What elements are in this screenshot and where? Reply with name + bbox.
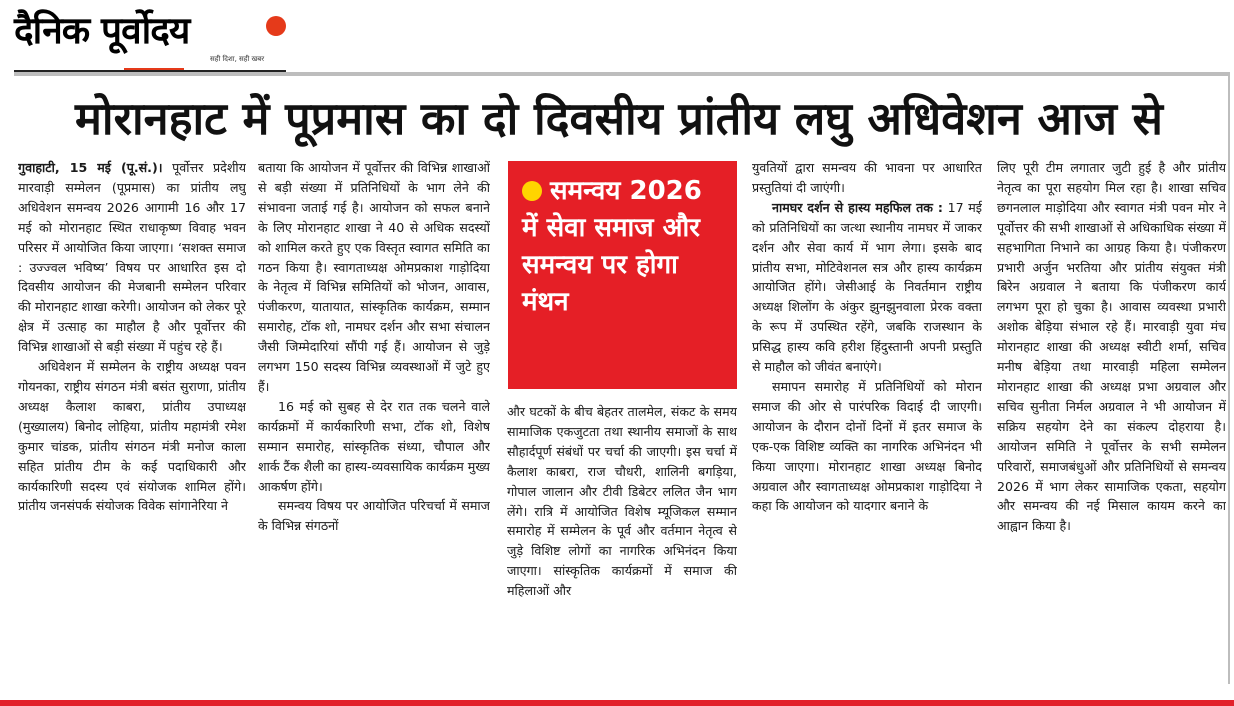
paragraph: युवतियों द्वारा समन्वय की भावना पर आधारित प्रस्तुतियां दी जाएंगी। xyxy=(752,160,982,195)
sun-icon xyxy=(266,16,286,36)
article-column-5 xyxy=(997,158,1226,684)
subheading: नामघर दर्शन से हास्य महफिल तक : xyxy=(772,199,943,215)
highlight-text: समन्वय 2026 में सेवा समाज और समन्वय पर होगा मंथन xyxy=(522,176,702,317)
masthead xyxy=(14,6,286,72)
paragraph: पूर्वोत्तर प्रदेशीय मारवाड़ी सम्मेलन (पूप्रमास) का प्रांतीय लघु अधिवेशन समन्वय 2026 आगामी 16 और 17 मई को मोरानहाट स्थित राधाकृष्ण विवाह भवन परिसर में आयोजित किया जाएगा। ‘सशक्त समाज : उज्ज्वल भविष्य’ विषय पर आधारित इस दो दिवसीय आयोजन की मेजबानी सम्मेलन परिवार की मोरानहाट शाखा करेगी। आयोजन को लेकर पूरे क्षेत्र में उत्साह का माहौल है और पूर्वोत्तर की विभिन्न शाखाओं से बड़ी संख्या में पहुंच रहे हैं। xyxy=(18,160,246,355)
paragraph: समापन समारोह में प्रतिनिधियों को मोरान समाज की ओर से पारंपरिक विदाई दी जाएगी। आयोजन के दौरान दोनों दिनों में इतर समाज के एक-एक विशिष्ट व्यक्ति का नागरिक अभिनंदन भी किया जाएगा। मोरानहाट शाखा अध्यक्ष बिनोद अग्रवाल और स्वागताध्यक्ष ओमप्रकाश गाड़ोदिया ने कहा कि आयोजन को यादगार बनाने के xyxy=(752,378,982,514)
newspaper-tagline: सही दिशा, सही खबर xyxy=(210,55,265,63)
paragraph: और घटकों के बीच बेहतर तालमेल, संकट के समय सामाजिक एकजुटता तथा स्थानीय समाजों के साथ सौहार्दपूर्ण संबंधों पर चर्चा की जाएगी। इस चर्चा में कैलाश काबरा, राज चौधरी, शालिनी बगड़िया, गोपाल जालान और टीवी डिबेटर ललित जैन भाग लेंगे। रात्रि में आयोजित विशेष म्यूजिकल सम्मान समारोह में सम्मेलन के पूर्व और वर्तमान नेतृत्व से जुड़े विशिष्ट लोगों का नागरिक अभिनंदन किया जाएगा। सांस्कृतिक कार्यक्रमों में समाज की महिलाओं और xyxy=(507,404,737,599)
article-column-4 xyxy=(752,158,982,684)
right-border xyxy=(1228,72,1230,684)
headline: मोरानहाट में पूप्रमास का दो दिवसीय प्रांतीय लघु अधिवेशन आज से xyxy=(75,92,1163,145)
dateline: गुवाहाटी, 15 मई (पू.सं.)। xyxy=(18,160,163,175)
article-column-2 xyxy=(258,158,490,684)
paragraph: समन्वय विषय पर आयोजित परिचर्चा में समाज के विभिन्न संगठनों xyxy=(258,498,490,534)
bottom-bar xyxy=(0,700,1234,706)
article-column-3 xyxy=(507,402,737,684)
newspaper-logo: दैनिक पूर्वोदय xyxy=(14,9,190,52)
paragraph: 16 मई को सुबह से देर रात तक चलने वाले कार्यक्रमों में कार्यकारिणी सभा, टॉक शो, विशेष सम्मान समारोह, सांस्कृतिक संध्या, चौपाल और शार्क टैंक शैली का हास्य-व्यवसायिक कार्यक्रम मुख्य आकर्षण होंगे। xyxy=(258,398,490,494)
bullet-dot-icon xyxy=(522,181,542,201)
paragraph: अधिवेशन में सम्मेलन के राष्ट्रीय अध्यक्ष पवन गोयनका, राष्ट्रीय संगठन मंत्री बसंत सुराणा, प्रांतीय अध्यक्ष कैलाश काबरा, प्रांतीय उपाध्यक्ष (मुख्यालय) बिनोद लोहिया, प्रांतीय महामंत्री रमेश कुमार चांडक, प्रांतीय संगठन मंत्री मनोज काला सहित प्रांतीय टीम के कई पदाधिकारी और कार्यकारिणी सदस्य एवं संयोजक शामिल होंगे। प्रांतीय जनसंपर्क संयोजक विवेक सांगानेरिया ने xyxy=(18,359,246,514)
article-column-1 xyxy=(18,158,246,684)
paragraph: लिए पूरी टीम लगातार जुटी हुई है और प्रांतीय नेतृत्व का पूरा सहयोग मिल रहा है। शाखा सचिव छगनलाल माड़ोदिया और स्वागत मंत्री पवन मोर ने पूर्वोत्तर की सभी शाखाओं से अधिकाधिक संख्या में सहभागिता निभाने का आग्रह किया है। पंजीकरण प्रभारी अर्जुन भरतिया और प्रांतीय संयुक्त मंत्री बिरेन अग्रवाल ने बताया कि पंजीकरण कार्य लगभग पूरा हो चुका है। आवास व्यवस्था प्रभारी अशोक बेड़िया संभाल रहे हैं। मारवाड़ी युवा मंच मोरानहाट शाखा की अध्यक्ष स्वीटी शर्मा, सचिव मनीष बेड़िया तथा मारवाड़ी महिला सम्मेलन मोरानहाट शाखा की अध्यक्ष प्रभा अग्रवाल और सचिव सुनीता निर्मल अग्रवाल ने भी आयोजन में सक्रिय सहयोग देने का संकल्प दोहराया है। आयोजन समिति ने पूर्वोत्तर के सभी सम्मेलन परिवारों, समाजबंधुओं और प्रतिनिधियों से समन्वय 2026 में भाग लेकर सामाजिक एकता, सहयोग और समन्वय की नई मिसाल कायम करने का आह्वान किया है। xyxy=(997,160,1226,534)
paragraph: 17 मई को प्रतिनिधियों का जत्था स्थानीय नामघर में जाकर दर्शन और सेवा कार्य में भाग लेगा। इसके बाद प्रांतीय सभा, मोटिवेशनल सत्र और हास्य कार्यक्रम आयोजित होंगे। जेसीआई के निवर्तमान राष्ट्रीय अध्यक्ष शिलोंग के अंकुर झुनझुनवाला प्रेरक वक्ता के रूप में उपस्थित रहेंगे, जबकि राजस्थान के प्रसिद्ध हास्य कवि हरीश हिंदुस्तानी अपनी प्रस्तुति से माहौल को जीवंत बनाएंगे। xyxy=(752,199,982,375)
top-divider xyxy=(14,72,1230,76)
paragraph: बताया कि आयोजन में पूर्वोत्तर की विभिन्न शाखाओं से बड़ी संख्या में प्रतिनिधियों के भाग लेने की संभावना जताई गई है। आयोजन को सफल बनाने के लिए मोरानहाट शाखा ने 40 से अधिक सदस्यों को शामिल करते हुए एक विस्तृत स्वागत समिति का गठन किया है। स्वागताध्यक्ष ओमप्रकाश गाड़ोदिया के नेतृत्व में विभिन्न समितियों को भोजन, आवास, पंजीकरण, यातायात, सांस्कृतिक कार्यक्रम, सम्मान समारोह, टॉक शो, नामघर दर्शन और सभा संचालन जैसी जिम्मेदारियां सौंपी गई हैं। आयोजन से जुड़े लगभग 150 सदस्य विभिन्न व्यवस्थाओं में जुटे हुए हैं। xyxy=(258,160,490,394)
highlight-box xyxy=(508,161,737,389)
